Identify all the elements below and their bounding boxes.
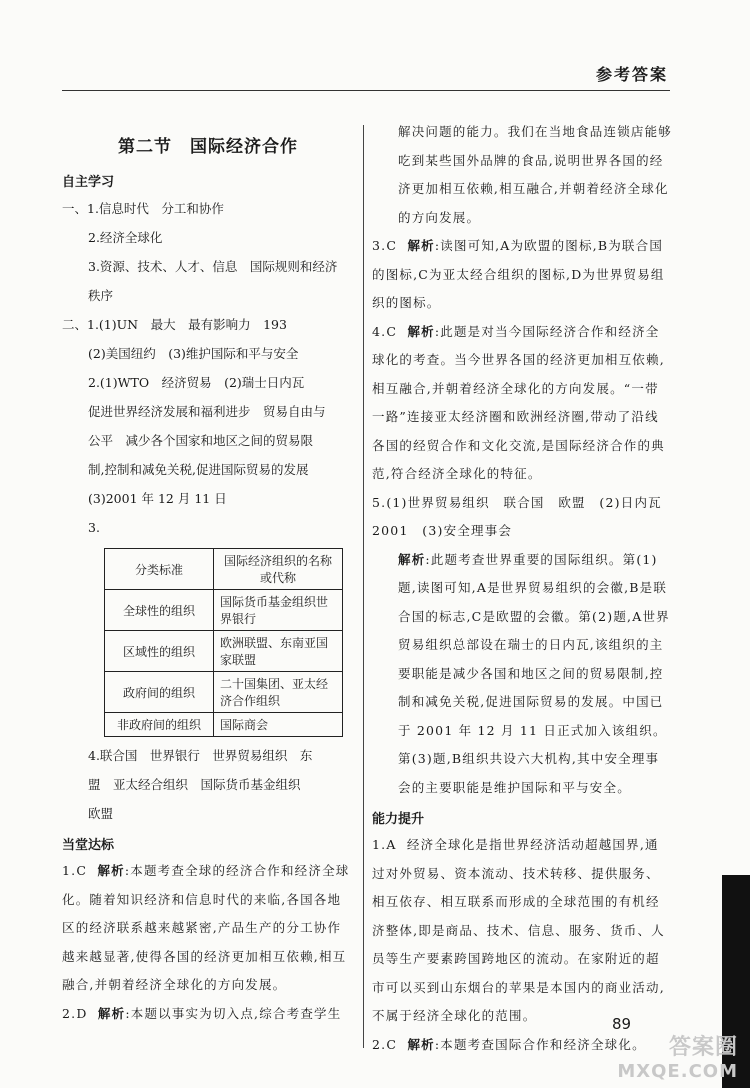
- answer-line: 公平 减少各个国家和地区之间的贸易限: [88, 433, 314, 448]
- left-column: [62, 118, 354, 1028]
- answer-line: 二、1.(1)UN 最大 最有影响力 193: [62, 317, 287, 332]
- table-cell: 区域性的组织: [105, 631, 214, 672]
- table-cell: 国际货币基金组织世界银行: [214, 590, 343, 631]
- question-5-answer: 5.(1)世界贸易组织 联合国 欧盟 (2)日内瓦 2001 (3)安全理事会: [372, 494, 676, 538]
- table-row: [105, 631, 343, 672]
- table-row: [105, 672, 343, 713]
- explanation-label: 解析: [407, 238, 435, 253]
- classification-table: [104, 548, 343, 737]
- answer-line: (2)美国纽约 (3)维护国际和平与安全: [88, 346, 299, 361]
- subheading-ability: 能力提升: [372, 812, 425, 827]
- question-5-explanation: [372, 546, 672, 803]
- table-row: [105, 549, 343, 590]
- page-header-title: 参考答案: [595, 65, 668, 84]
- watermark-line2: MXQE.COM: [617, 1061, 738, 1082]
- explanation-text: 经济全球化是指世界经济活动超越国界,通过对外贸易、资本流动、技术转移、提供服务、相互依存、相互联系而形成的全球范围的有机经济整体,即是商品、技术、信息、服务、货币、人员等生产要素跨国跨地区的流动。在家附近的超市可以买到山东烟台的苹果是本国内的商业活动,不属于经济全球化的范围。: [372, 837, 665, 1023]
- continued-text: 解决问题的能力。我们在当地食品连锁店能够吃到某些国外品牌的食品,说明世界各国的经济更加相互依赖,相互融合,并朝着经济全球化的方向发展。: [398, 124, 673, 225]
- subheading-class-check: 当堂达标: [62, 838, 115, 853]
- table-header-cell: 国际经济组织的名称或代称: [214, 549, 343, 590]
- column-divider: [363, 125, 364, 1048]
- question-1-answer: [62, 857, 354, 1000]
- question-3-answer: [372, 232, 672, 318]
- explanation-label: 解析: [407, 323, 435, 339]
- answer-key: 2.C: [372, 1036, 398, 1052]
- explanation-label: 解析: [398, 551, 426, 567]
- table-row: [105, 590, 343, 631]
- answer-key: 1.C: [62, 863, 88, 878]
- table-header-cell: 分类标准: [105, 549, 214, 590]
- answer-line: 2.(1)WTO 经济贸易 (2)瑞士日内瓦: [88, 375, 305, 390]
- subheading-self-study: 自主学习: [62, 175, 115, 190]
- page-number: 89: [612, 1015, 632, 1033]
- answer-line: 促进世界经济发展和福利进步 贸易自由与: [88, 404, 326, 419]
- table-cell: 欧洲联盟、东南亚国家联盟: [214, 631, 343, 672]
- section-title: 第二节 国际经济合作: [118, 137, 298, 157]
- answer-key: 1.A: [372, 837, 397, 852]
- explanation-text: :本题考查国际合作和经济全球化。: [434, 1036, 646, 1052]
- watermark-logo: [617, 1036, 738, 1084]
- table-cell: 政府间的组织: [105, 672, 214, 713]
- table-cell: 非政府间的组织: [105, 713, 214, 737]
- explanation-text: :读图可知,A为欧盟的图标,B为联合国的图标,C为亚太经合组织的图标,D为世界贸易组织的图标。: [372, 238, 665, 310]
- answer-line: 秩序: [88, 288, 114, 303]
- answer-key: 2.D: [62, 1005, 88, 1021]
- answer-line: 盟 亚太经合组织 国际货币基金组织: [88, 777, 301, 792]
- ability-1-answer: [372, 831, 672, 1031]
- right-column: [372, 118, 676, 1059]
- answer-key: 3.C: [372, 238, 398, 253]
- explanation-text: :此题考查世界重要的国际组织。第(1)题,读图可知,A是世界贸易组织的会徽,B是联合国的标志,C是欧盟的会徽。第(2)题,A世界贸易组织总部设在瑞士的日内瓦,该组织的主要职能是减少各国和地区之间的贸易限制,控制和减免关税,促进国际贸易的发展。中国已于 2001 年 12 月 11 日正式加入该组织。第(3)题,B组织共设六大机构,其中安全理事会的主要职能是维护国际和平与安全。: [398, 551, 670, 795]
- answer-key: 4.C: [372, 323, 398, 339]
- answer-line: 欧盟: [88, 806, 114, 821]
- header-rule: [62, 90, 670, 91]
- answer-line: 3.: [88, 520, 100, 535]
- answer-line: 制,控制和减免关税,促进国际贸易的发展: [88, 462, 309, 477]
- answer-line: 一、1.信息时代 分工和协作: [62, 201, 224, 216]
- explanation-text: :本题考查全球的经济合作和经济全球化。随着知识经济和信息时代的来临,各国各地区的经济联系越来越紧密,产品生产的分工协作越来越显著,使得各国的经济更加相互依赖,相互融合,并朝着经济全球化的方向发展。: [62, 863, 350, 992]
- table-cell: 二十国集团、亚太经济合作组织: [214, 672, 343, 713]
- table-cell: 全球性的组织: [105, 590, 214, 631]
- answer-line: 2.经济全球化: [88, 230, 163, 245]
- watermark-line1: 答案圈: [668, 1035, 738, 1060]
- table-row: [105, 713, 343, 737]
- table-cell: 国际商会: [214, 713, 343, 737]
- explanation-label: 解析: [407, 1036, 435, 1052]
- explanation-text: :此题是对当今国际经济合作和经济全球化的考查。当今世界各国的经济更加相互依赖,相互融合,并朝着经济全球化的方向发展。“一带一路”连接亚太经济圈和欧洲经济圈,带动了沿线各国的经贸合作和文化交流,是国际经济合作的典范,符合经济全球化的特征。: [372, 323, 665, 481]
- question-4-answer: [372, 318, 672, 489]
- explanation-label: 解析: [97, 863, 125, 878]
- answer-line: (3)2001 年 12 月 11 日: [88, 491, 227, 506]
- explanation-text: :本题以事实为切入点,综合考查学生: [125, 1005, 342, 1021]
- question-2-answer: [62, 1000, 354, 1029]
- explanation-label: 解析: [97, 1005, 126, 1021]
- answer-line: 3.资源、技术、人才、信息 国际规则和经济: [88, 259, 338, 274]
- answer-line: 4.联合国 世界银行 世界贸易组织 东: [88, 748, 313, 763]
